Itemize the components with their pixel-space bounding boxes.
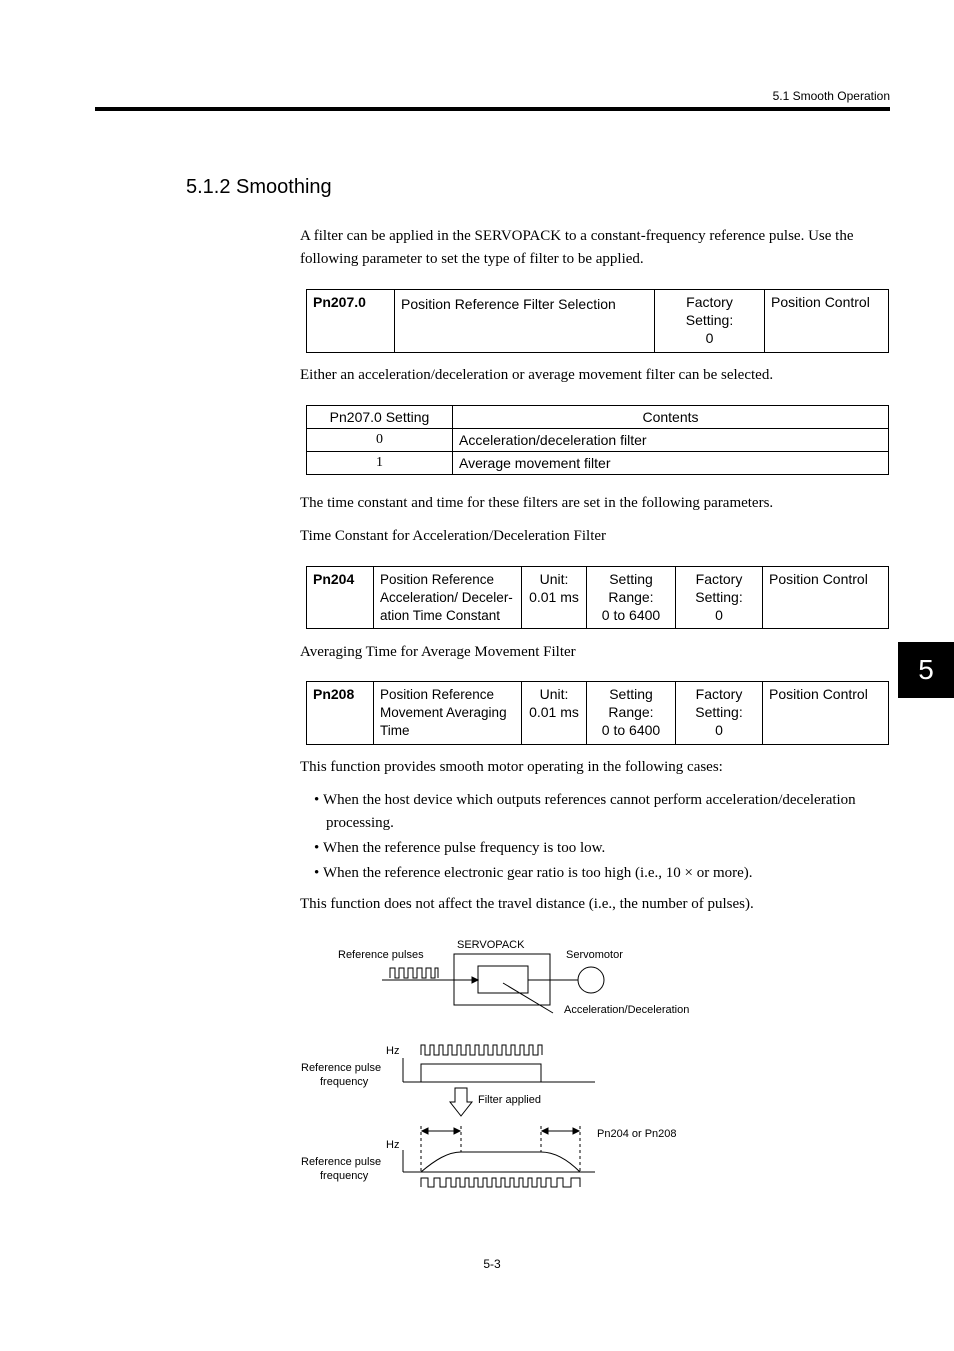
section-title: 5.1.2 Smoothing <box>186 176 332 198</box>
travel-paragraph: This function does not affect the travel distance (i.e., the number of pulses). <box>300 896 754 912</box>
label-accel-decel: Acceleration/Deceleration <box>564 1004 690 1016</box>
settings-header-setting: Pn207.0 Setting <box>307 406 453 429</box>
pn204-range-l2: Range: <box>608 589 654 605</box>
pn208-unit-l1: Unit: <box>539 686 569 702</box>
either-paragraph: Either an acceleration/deceleration or average movement filter can be selected. <box>300 367 774 383</box>
pn204-range-l3: 0 to 6400 <box>601 607 661 623</box>
pn208-factory-l1: Factory <box>695 686 743 702</box>
label-ref-freq-bottom-2: frequency <box>320 1170 369 1182</box>
pn204-name-l2: Acceleration/ Deceler- <box>380 590 513 605</box>
pn208-name-l2: Movement Averaging <box>380 705 507 720</box>
pn204-factory-l3: 0 <box>715 607 723 623</box>
pn204-name-l1: Position Reference <box>380 572 495 587</box>
top-pulse-train <box>421 1045 542 1055</box>
pn208-range-l3: 0 to 6400 <box>601 722 661 738</box>
pn208-factory-l2: Setting: <box>695 704 743 720</box>
servomotor-icon <box>578 967 604 993</box>
pn208-unit-l2: 0.01 ms <box>529 704 579 720</box>
settings-row-setting: 0 <box>307 429 453 452</box>
arrowhead-icon <box>454 1128 460 1134</box>
pn204-name-l3: ation Time Constant <box>380 608 501 623</box>
settings-header-contents: Contents <box>453 406 889 429</box>
pn204-code: Pn204 <box>307 567 374 629</box>
list-item: • When the reference pulse frequency is too low. <box>314 840 606 856</box>
settings-row-contents: Average movement filter <box>453 452 889 475</box>
label-servomotor: Servomotor <box>566 949 623 961</box>
pn208-code: Pn208 <box>307 682 374 745</box>
bottom-pulse-train <box>421 1178 580 1187</box>
pn204-unit-l1: Unit: <box>539 571 569 587</box>
step-frequency <box>421 1064 541 1082</box>
pn208-factory-l3: 0 <box>715 722 723 738</box>
pn204-control: Position Control <box>763 567 889 629</box>
pn208-range-l2: Range: <box>608 704 654 720</box>
pn204-unit-l2: 0.01 ms <box>529 589 579 605</box>
label-hz-top: Hz <box>386 1045 400 1057</box>
filter-box <box>478 966 528 993</box>
list-item: • When the reference electronic gear ratio is too high (i.e., 10 × or more). <box>314 865 753 881</box>
function-paragraph: This function provides smooth motor operating in the following cases: <box>300 759 723 775</box>
bullet-text: When the reference pulse frequency is too low. <box>323 840 606 856</box>
arrowhead-icon <box>422 1128 428 1134</box>
pn204-factory-l2: Setting: <box>695 589 743 605</box>
list-item: • When the host device which outputs references cannot perform acceleration/deceleration processing. <box>314 792 856 831</box>
pn2070-factory-l2: Setting: <box>685 312 734 328</box>
pn2070-code: Pn207.0 <box>307 290 395 353</box>
label-ref-freq-top-1: Reference pulse <box>301 1062 382 1074</box>
label-hz-bottom: Hz <box>386 1139 400 1151</box>
arrowhead-icon <box>542 1128 548 1134</box>
chapter-tab: 5 <box>898 642 954 698</box>
pn208-name-l3: Time <box>380 723 410 738</box>
pn204-range-l1: Setting <box>609 571 653 587</box>
intro-paragraph: A filter can be applied in the SERVOPACK to a constant-frequency reference pulse. Use the following parameter to set the type of filter to be applied. <box>300 228 854 267</box>
label-ref-freq-top-2: frequency <box>320 1076 369 1088</box>
input-pulse-train <box>390 968 438 978</box>
avg-heading: Averaging Time for Average Movement Filter <box>300 644 576 660</box>
pn2070-name: Position Reference Filter Selection <box>395 290 655 353</box>
label-filter-applied: Filter applied <box>478 1094 541 1106</box>
pn2070-control: Position Control <box>765 290 889 353</box>
tc-heading: Time Constant for Acceleration/Deceleration Filter <box>300 528 607 544</box>
running-header: 5.1 Smooth Operation <box>772 89 890 103</box>
pn208-range-l1: Setting <box>609 686 653 702</box>
pn208-control: Position Control <box>763 682 889 745</box>
pn208-name-l1: Position Reference <box>380 687 495 702</box>
label-pn204-pn208: Pn204 or Pn208 <box>597 1128 677 1140</box>
pn2070-factory-l3: 0 <box>705 330 714 346</box>
pn2070-factory-l1: Factory <box>686 294 733 310</box>
label-ref-freq-bottom-1: Reference pulse <box>301 1156 382 1168</box>
settings-row-setting: 1 <box>307 452 453 475</box>
filter-arrow-icon <box>450 1088 472 1116</box>
page-number: 5-3 <box>483 1257 501 1271</box>
pn204-factory-l1: Factory <box>695 571 743 587</box>
arrowhead-icon <box>573 1128 579 1134</box>
bullet-text: When the host device which outputs references cannot perform acceleration/deceleration processing. <box>323 792 856 831</box>
label-reference-pulses: Reference pulses <box>338 949 424 961</box>
smoothed-frequency-curve <box>421 1152 580 1172</box>
input-arrowhead <box>472 977 478 983</box>
time-paragraph: The time constant and time for these filters are set in the following parameters. <box>300 495 774 511</box>
label-servopack: SERVOPACK <box>457 939 525 951</box>
settings-row-contents: Acceleration/deceleration filter <box>453 429 889 452</box>
bullet-text: When the reference electronic gear ratio is too high (i.e., 10 × or more). <box>323 865 753 881</box>
